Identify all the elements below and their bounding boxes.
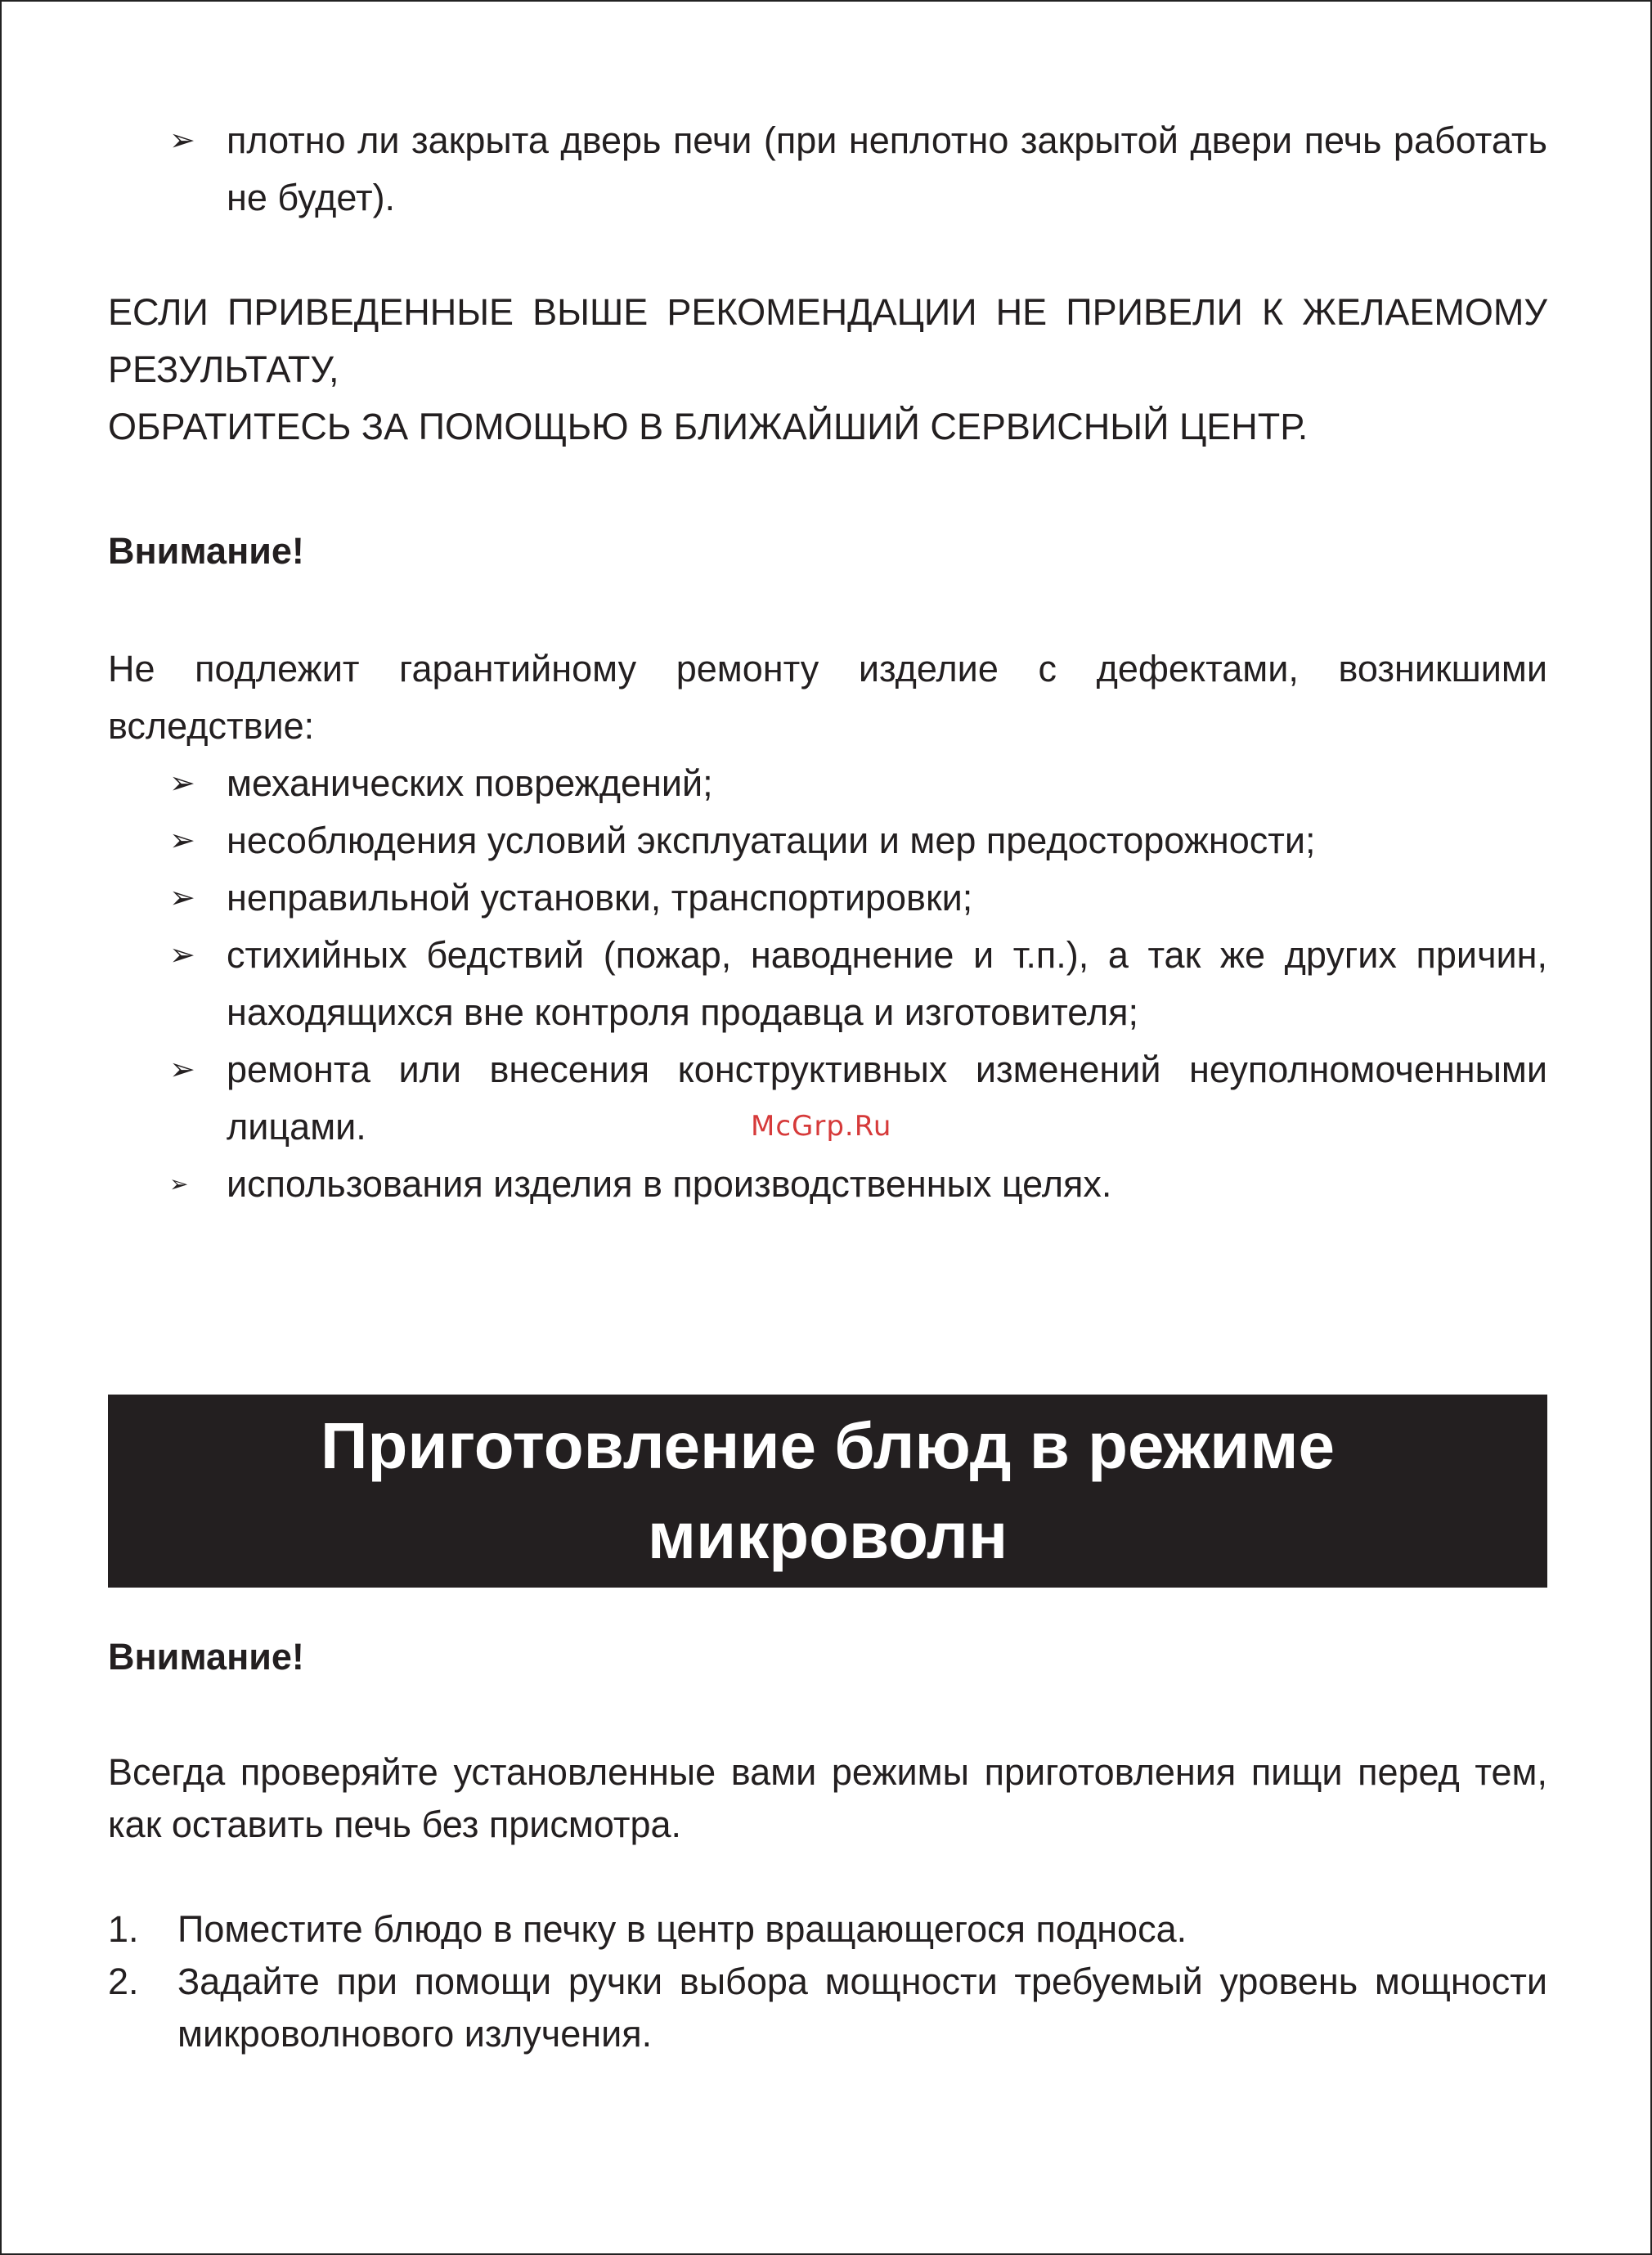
list-item — [108, 869, 1547, 927]
warning-heading: Внимание! — [108, 1636, 304, 1678]
cooking-warning — [108, 1628, 1547, 2060]
step-number: 2. — [108, 1961, 139, 2002]
list-item-text: ремонта или внесения конструктивных изменений неуполномоченными лицами. — [227, 1049, 1547, 1148]
cooking-steps-list — [108, 1903, 1547, 2060]
door-check-bullet-block — [108, 112, 1547, 227]
warranty-exclusions-list — [108, 755, 1547, 1213]
step-item — [108, 1956, 1547, 2060]
warranty-intro: Не подлежит гарантийному ремонту изделие с дефектами, возникшими вследствие: — [108, 648, 1547, 747]
list-item-text: использования изделия в производственных целях. — [227, 1163, 1112, 1205]
list-item — [108, 755, 1547, 812]
arrow-bullet-icon: ➢ — [169, 766, 195, 801]
list-item-text: механических повреждений; — [227, 762, 713, 804]
warning-heading: Внимание! — [108, 530, 304, 572]
arrow-bullet-icon: ➢ — [169, 938, 195, 973]
list-item-text: несоблюдения условий эксплуатации и мер предосторожности; — [227, 820, 1316, 861]
list-item — [108, 927, 1547, 1041]
arrow-bullet-icon: ➢ — [169, 124, 195, 158]
arrow-bullet-icon: ➢ — [169, 881, 195, 915]
arrow-bullet-icon: ➢ — [169, 824, 195, 858]
section-title-line-1: Приготовление блюд в режиме — [320, 1409, 1336, 1482]
watermark: McGrp.Ru — [751, 1110, 892, 1143]
section-title-banner — [108, 1395, 1547, 1588]
step-text: Поместите блюдо в печку в центр вращающегося подноса. — [177, 1908, 1187, 1950]
notice-line-1: ЕСЛИ ПРИВЕДЕННЫЕ ВЫШЕ РЕКОМЕНДАЦИИ НЕ ПРИВЕЛИ К ЖЕЛАЕМОМУ РЕЗУЛЬТАТУ, — [108, 291, 1547, 390]
step-item — [108, 1903, 1547, 1956]
list-item-text: плотно ли закрыта дверь печи (при неплотно закрытой двери печь работать не будет). — [227, 119, 1547, 218]
section-title-line-2: микроволн — [647, 1499, 1008, 1572]
step-number: 1. — [108, 1908, 139, 1950]
warning-text: Всегда проверяйте установленные вами режимы приготовления пищи перед тем, как оставить печь без присмотра. — [108, 1751, 1547, 1845]
list-item — [108, 812, 1547, 869]
arrow-bullet-icon: ➢ — [169, 1171, 189, 1197]
list-item — [108, 112, 1547, 227]
service-notice — [108, 284, 1547, 456]
list-item — [108, 1156, 1547, 1213]
notice-line-2: ОБРАТИТЕСЬ ЗА ПОМОЩЬЮ В БЛИЖАЙШИЙ СЕРВИСНЫЙ ЦЕНТР. — [108, 406, 1309, 447]
list-item-text: стихийных бедствий (пожар, наводнение и т.п.), а так же других причин, находящихся вне контроля продавца и изготовителя; — [227, 934, 1547, 1033]
arrow-bullet-icon: ➢ — [169, 1053, 195, 1087]
list-item-text: неправильной установки, транспортировки; — [227, 877, 973, 919]
step-text: Задайте при помощи ручки выбора мощности требуемый уровень мощности микроволнового излучения. — [177, 1961, 1547, 2055]
door-check-list — [108, 112, 1547, 227]
